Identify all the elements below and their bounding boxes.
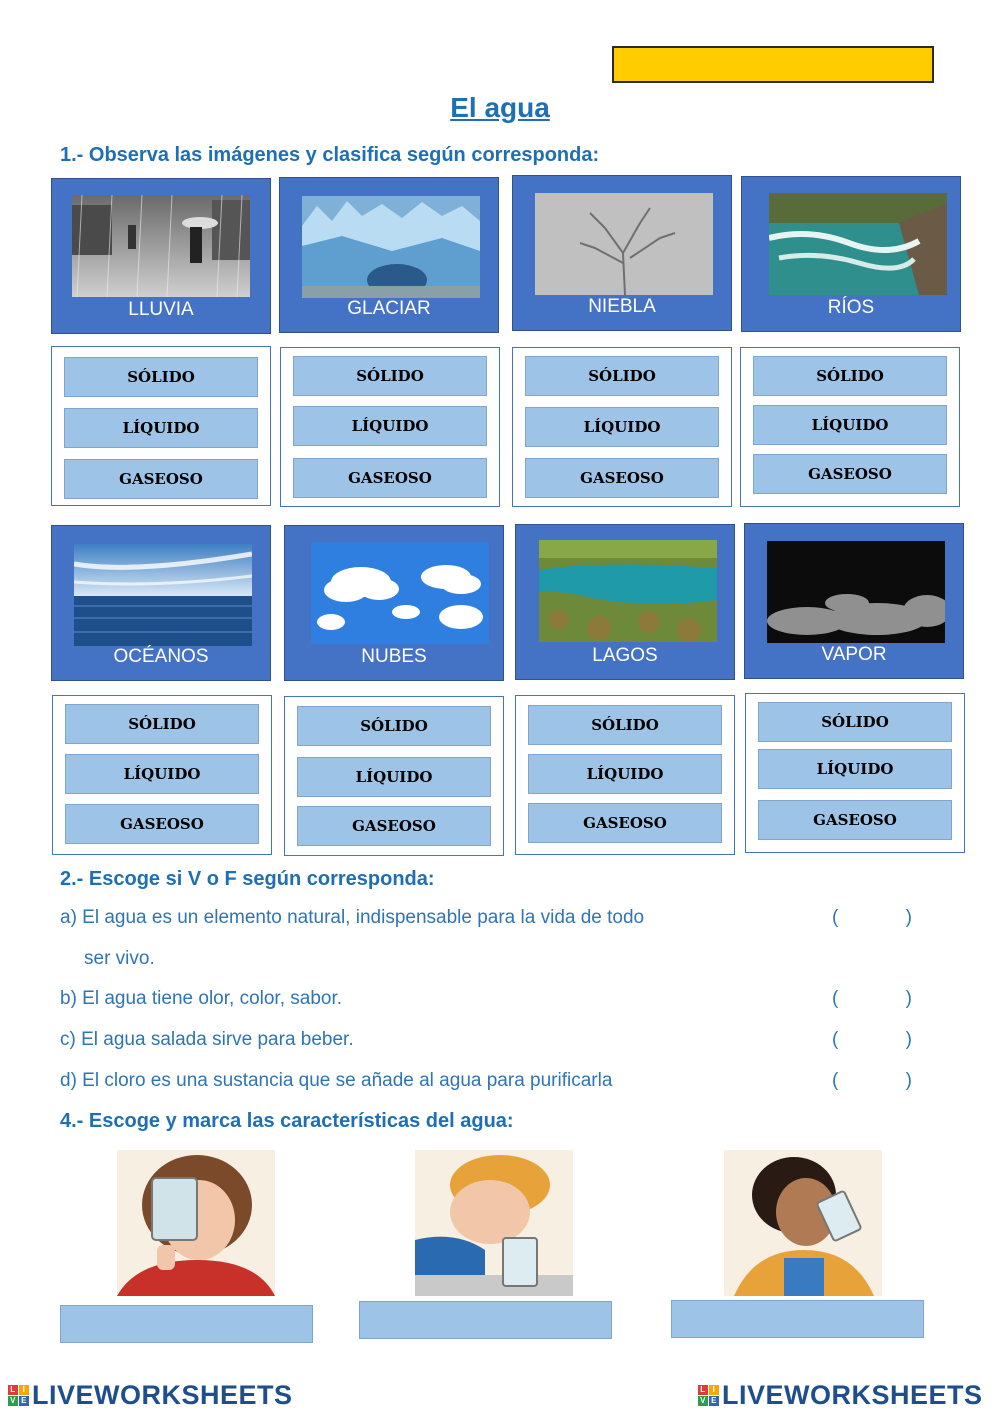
clouds-photo	[311, 542, 489, 644]
option-liquido[interactable]: LÍQUIDO	[528, 754, 722, 794]
statement-b: b) El agua tiene olor, color, sabor.	[60, 988, 343, 1009]
options-rios	[740, 347, 960, 507]
option-solido[interactable]: SÓLIDO	[293, 356, 487, 396]
option-gaseoso[interactable]: GASEOSO	[758, 800, 952, 840]
characteristic-answer-2[interactable]	[359, 1301, 612, 1339]
card-oceanos	[51, 525, 271, 681]
paren-open: (	[832, 988, 839, 1009]
section1-heading: 1.- Observa las imágenes y clasifica según corresponda:	[60, 144, 600, 166]
option-liquido[interactable]: LÍQUIDO	[758, 749, 952, 789]
option-solido[interactable]: SÓLIDO	[65, 704, 259, 744]
boy-smelling-glass-drawing	[415, 1150, 573, 1296]
answer-slot-a[interactable]	[832, 907, 912, 929]
options-oceanos	[52, 695, 272, 855]
option-liquido[interactable]: LÍQUIDO	[525, 407, 719, 447]
option-solido[interactable]: SÓLIDO	[758, 702, 952, 742]
liveworksheets-logo-right	[698, 1380, 983, 1411]
characteristic-answer-1[interactable]	[60, 1305, 313, 1343]
option-liquido[interactable]: LÍQUIDO	[65, 754, 259, 794]
statement-a-cont: ser vivo.	[84, 948, 155, 969]
logo-text: LIVEWORKSHEETS	[722, 1380, 983, 1410]
option-solido[interactable]: SÓLIDO	[753, 356, 947, 396]
card-label: VAPOR	[821, 644, 887, 665]
paren-close: )	[905, 1029, 912, 1050]
statement-d: d) El cloro es una sustancia que se añade al agua para purificarla	[60, 1070, 613, 1091]
card-nubes	[284, 525, 504, 681]
student-name-input[interactable]	[612, 46, 934, 83]
card-label: LLUVIA	[128, 299, 194, 320]
section4-heading: 4.- Escoge y marca las características del agua:	[60, 1110, 514, 1132]
option-gaseoso[interactable]: GASEOSO	[65, 804, 259, 844]
card-label: NUBES	[361, 646, 427, 667]
card-rios	[741, 176, 961, 332]
option-gaseoso[interactable]: GASEOSO	[293, 458, 487, 498]
paren-open: (	[832, 1070, 839, 1091]
page-title: El agua	[450, 92, 550, 123]
vapor-photo	[767, 541, 945, 643]
card-label: OCÉANOS	[113, 646, 209, 667]
card-label: RÍOS	[827, 297, 875, 318]
card-lluvia	[51, 178, 271, 334]
answer-slot-c[interactable]	[832, 1029, 912, 1051]
paren-close: )	[905, 907, 912, 928]
statement-a: a) El agua es un elemento natural, indispensable para la vida de todo	[60, 907, 645, 928]
option-liquido[interactable]: LÍQUIDO	[753, 405, 947, 445]
girl-looking-through-glass-drawing	[117, 1150, 275, 1296]
ocean-photo	[74, 544, 252, 646]
option-gaseoso[interactable]: GASEOSO	[297, 806, 491, 846]
paren-close: )	[905, 988, 912, 1009]
river-photo	[769, 193, 947, 295]
options-glaciar	[280, 347, 500, 507]
section2-heading: 2.- Escoge si V o F según corresponda:	[60, 868, 435, 890]
paren-open: (	[832, 907, 839, 928]
answer-slot-b[interactable]	[832, 988, 912, 1010]
answer-slot-d[interactable]	[832, 1070, 912, 1092]
option-gaseoso[interactable]: GASEOSO	[64, 459, 258, 499]
options-niebla	[512, 347, 732, 507]
lv-badge-icon: L I V E	[698, 1385, 719, 1406]
option-liquido[interactable]: LÍQUIDO	[64, 408, 258, 448]
card-vapor	[744, 523, 964, 679]
option-gaseoso[interactable]: GASEOSO	[525, 458, 719, 498]
girl-drinking-glass-drawing	[724, 1150, 882, 1296]
option-solido[interactable]: SÓLIDO	[525, 356, 719, 396]
paren-close: )	[905, 1070, 912, 1091]
card-niebla	[512, 175, 732, 331]
lake-photo	[539, 540, 717, 642]
option-liquido[interactable]: LÍQUIDO	[293, 406, 487, 446]
card-lagos	[515, 524, 735, 680]
card-label: GLACIAR	[347, 298, 431, 319]
option-solido[interactable]: SÓLIDO	[297, 706, 491, 746]
option-solido[interactable]: SÓLIDO	[64, 357, 258, 397]
characteristic-answer-3[interactable]	[671, 1300, 924, 1338]
options-lluvia	[51, 346, 271, 506]
card-label: NIEBLA	[588, 296, 656, 317]
option-solido[interactable]: SÓLIDO	[528, 705, 722, 745]
paren-open: (	[832, 1029, 839, 1050]
card-label: LAGOS	[592, 645, 658, 666]
glacier-photo	[302, 196, 480, 298]
logo-text: LIVEWORKSHEETS	[32, 1380, 293, 1410]
liveworksheets-logo-left	[8, 1380, 293, 1411]
option-gaseoso[interactable]: GASEOSO	[528, 803, 722, 843]
options-nubes	[284, 696, 504, 856]
option-liquido[interactable]: LÍQUIDO	[297, 757, 491, 797]
options-vapor	[745, 693, 965, 853]
card-glaciar	[279, 177, 499, 333]
lv-badge-icon: L I V E	[8, 1385, 29, 1406]
rain-photo	[72, 195, 250, 297]
option-gaseoso[interactable]: GASEOSO	[753, 454, 947, 494]
fog-photo	[535, 193, 713, 295]
statement-c: c) El agua salada sirve para beber.	[60, 1029, 354, 1050]
options-lagos	[515, 695, 735, 855]
